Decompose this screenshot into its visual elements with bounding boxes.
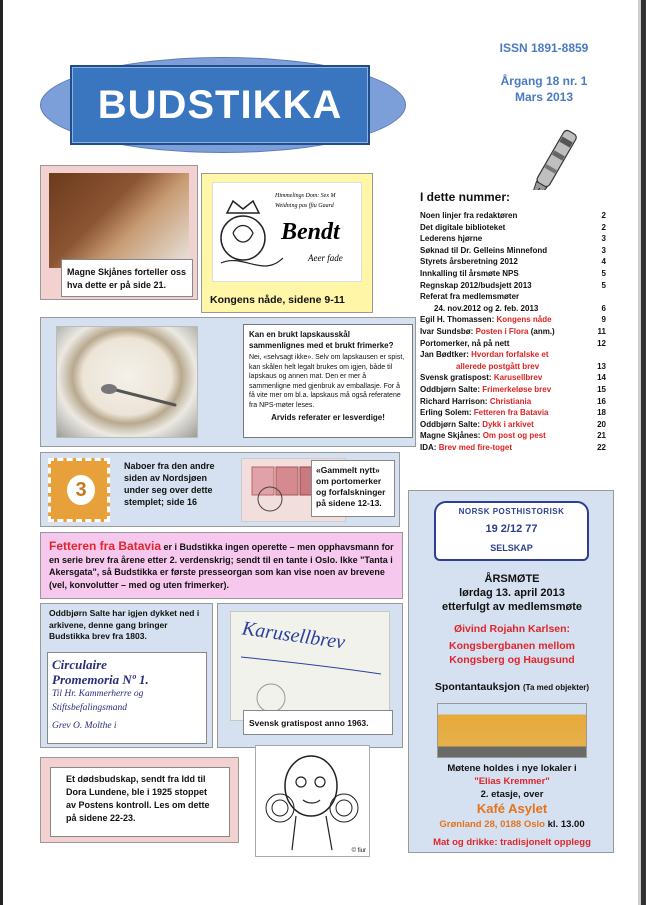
chair-caption: Magne Skjånes forteller oss hva dette er på side 21.: [61, 259, 193, 297]
toc-item-label: [420, 210, 592, 222]
toc-item: [420, 338, 606, 350]
lapskaus-body: Nei, «selvsagt ikke». Selv om lapskausen er spist, kan skålen helt legalt brukes om igjen, både til lapskaus og annen mat. Den er mer å sammenligne med gjenbruk av emballasje. For å få vite mer om bl.a. lapskaus må også referatene fra NPS-møter leses.: [249, 354, 405, 409]
toc-item: [420, 442, 606, 454]
stamp-value: 3: [67, 475, 95, 505]
toc-item-author: Regnskap 2012/budsjett 2013: [420, 280, 532, 290]
toc-item-author: Referat fra medlemsmøter: [420, 292, 520, 302]
toc-list: [420, 210, 606, 453]
toc-item-page: 13: [597, 361, 606, 371]
toc-item-author: Innkalling til årsmøte NPS: [420, 268, 519, 278]
toc-item-title: Posten i Flora: [475, 326, 529, 336]
talk-topic: Kongsbergbanen mellom Kongsberg og Haugsund: [448, 640, 575, 666]
toc-item-title: Frimerkeløse brev: [482, 384, 552, 394]
seal-top-text: NORSK POSTHISTORISK: [458, 507, 565, 516]
toc-item-page: 3: [601, 245, 606, 255]
batavia-text: er i Budstikka ingen operette – men opphavsmann for en serie brev fra årene etter 2. verdenskrig; sendt til en tante i Oslo. Ikke "Tanta i Akersgata", så Budstikka er første presseorgan som kan vise noen av brevene (vel, konvolutter – med og uten frimerker).: [49, 542, 394, 590]
toc-item: [420, 280, 606, 292]
toc-item-author: Ivar Sundsbø:: [420, 326, 474, 336]
royal-document-image: [212, 182, 362, 282]
lapskaus-footer: Arvids referater er lesverdige!: [271, 413, 385, 422]
toc-item-author: Erling Solem:: [420, 408, 472, 418]
cartoon-credit: © fiur: [351, 848, 366, 854]
speaker: Øivind Rojahn Karlsen:: [453, 623, 571, 635]
toc-item-title: Dykk i arkivet: [482, 419, 534, 429]
toc-item-author: Magne Skjånes:: [420, 431, 481, 441]
toc-item-label: [420, 384, 592, 396]
toc-item: [420, 430, 606, 442]
toc-item: [420, 372, 606, 384]
toc-item: [420, 314, 606, 326]
toc-item-title: Karusellbrev: [493, 373, 543, 383]
batavia-box: [40, 532, 403, 599]
toc-item-page: 4: [601, 257, 606, 267]
toc-item: [420, 256, 606, 268]
toc-item-label: [420, 338, 592, 350]
toc-title: I dette nummer:: [420, 190, 511, 204]
address: Grønland 28, 0188 Oslo: [439, 819, 545, 830]
toc-item-page: 5: [601, 268, 606, 278]
society-seal: [434, 501, 589, 561]
posthorn-stamp: [48, 458, 110, 522]
gammelt-nytt-note: «Gammelt nytt» om portomerker og forfalskninger på sidene 12-13.: [311, 460, 395, 517]
circulaire-title-2: Promemoria Nº 1.: [52, 672, 149, 687]
toc-item-author: Svensk gratispost:: [420, 373, 492, 383]
cartoon-box: [255, 745, 370, 857]
circulaire-line-1: Til Hr. Kammerherre og: [52, 689, 144, 699]
arsmote-heading: ÅRSMØTE: [484, 573, 540, 585]
dodsbudskap-box: [40, 757, 239, 843]
toc-item-author: Oddbjørn Salte:: [420, 419, 480, 429]
table-of-contents: [420, 190, 606, 465]
meeting-time: kl. 13.00: [547, 819, 585, 830]
kongens-nade-box: [201, 173, 373, 313]
toc-item-title: Christiania: [489, 396, 532, 406]
toc-item: [420, 326, 606, 338]
toc-item-label: [420, 442, 592, 454]
toc-item-label: [420, 419, 592, 431]
karusellbrev-envelope: [230, 611, 390, 721]
toc-item-label: [420, 222, 592, 234]
toc-item-label: [420, 245, 592, 257]
stamp-text: Naboer fra den andre siden av Nordsjøen under seg over dette stemplet; side 16: [124, 461, 215, 507]
lapskaus-heading: Kan en brukt lapskausskål sammenlignes med et brukt frimerke?: [249, 330, 394, 350]
document-line: Bendt: [281, 219, 340, 245]
toc-item-author: Noen linjer fra redaktøren: [420, 211, 518, 220]
batavia-title: Fetteren fra Batavia: [49, 539, 162, 553]
toc-item: [420, 303, 606, 315]
toc-item-page: 6: [601, 303, 606, 313]
toc-item: [420, 233, 606, 245]
toc-item-label: [420, 361, 592, 373]
toc-item-label: [420, 372, 592, 384]
svensk-gratispost-box: [217, 603, 403, 748]
toc-item: [420, 349, 606, 361]
archive-text: Oddbjørn Salte har igjen dykket ned i arkivene, denne gang bringer Budstikka brev fra 1803.: [49, 608, 200, 641]
toc-item-page: 14: [597, 373, 606, 383]
toc-item-author: Lederens hjørne: [420, 234, 483, 244]
toc-item-title: Om post og pest: [482, 431, 546, 441]
toc-item: [420, 419, 606, 431]
issue-date: Mars 2013: [514, 90, 574, 104]
toc-item-title: Brev med fire-toget: [438, 442, 513, 452]
auction-note: (Ta med objekter): [523, 683, 590, 692]
issue-info: [484, 40, 634, 105]
dodsbudskap-text: Et dødsbudskap, sendt fra Idd til Dora Lundene, ble i 1925 stoppet av Postens kontroll. Les om dette på sidene 22-23.: [50, 767, 230, 837]
cafe-name: Kafé Asylet: [476, 801, 548, 816]
page-edge-left: [0, 0, 3, 905]
toc-item-page: 16: [597, 396, 606, 406]
venue-line-1: Møtene holdes i nye lokaler i: [447, 763, 577, 774]
toc-item-label: [420, 268, 592, 280]
toc-item: [420, 384, 606, 396]
toc-item-author: Jan Bødtker:: [420, 350, 469, 360]
handwriting: Karusellbrev: [240, 617, 347, 654]
toc-item: [420, 407, 606, 419]
seal-date: 19 2/12 77: [485, 523, 538, 535]
toc-item-label: [420, 256, 592, 268]
toc-item-label: [420, 303, 592, 315]
toc-item-author: Oddbjørn Salte:: [420, 384, 480, 394]
lapskaus-box: [40, 317, 416, 447]
toc-item-author: Søknad til Dr. Gelleins Minnefond: [420, 245, 548, 255]
toc-item-author: Det digitale biblioteket: [420, 222, 506, 232]
toc-item-page: 15: [597, 384, 606, 394]
issn: ISSN 1891-8859: [499, 41, 589, 55]
page-edge-right: [641, 0, 646, 905]
seal-bottom-text: SELSKAP: [490, 543, 533, 553]
venue-line-2: "Elias Kremmer": [474, 776, 550, 787]
toc-item-page: 22: [597, 442, 606, 452]
toc-item-label: [420, 326, 592, 338]
toc-item: [420, 396, 606, 408]
toc-item-author: Richard Harrison:: [420, 396, 488, 406]
royal-crown-seal: [213, 183, 363, 283]
address-line: [409, 819, 615, 830]
arsmote-followed: etterfulgt av medlemsmøte: [442, 601, 582, 613]
svensk-caption: Svensk gratispost anno 1963.: [243, 710, 393, 735]
document-line: Himmelings Dom: Sex M: [275, 193, 336, 199]
toc-item-page: 21: [597, 431, 606, 441]
toc-item: [420, 245, 606, 257]
volume: Årgang 18 nr. 1: [500, 74, 588, 88]
document-line: Weidning pas ffiu Gaard: [275, 203, 334, 209]
toc-item: [420, 361, 606, 373]
toc-item-label: [420, 430, 592, 442]
toc-item-page: 11: [597, 326, 606, 336]
toc-item-title: Hvordan forfalske et: [471, 350, 549, 360]
toc-item-title: Fetteren fra Batavia: [473, 408, 549, 418]
lapskaus-text-box: [243, 324, 413, 438]
stamp-box: [40, 452, 400, 527]
toc-item-page: 20: [597, 419, 606, 429]
toc-item-page: [592, 291, 606, 303]
cartoon-face-illustration: [256, 746, 371, 858]
toc-item-author: Egil H. Thomassen:: [420, 315, 495, 325]
toc-item-label: [420, 291, 592, 303]
venue-line-3: 2. etasje, over: [480, 789, 544, 800]
toc-item-author: Portomerker, nå på nett: [420, 338, 510, 348]
toc-item: [420, 210, 606, 222]
auction-line: [409, 681, 615, 693]
masthead-title: BUDSTIKKA: [97, 83, 343, 127]
auction-label: Spontantauksjon: [434, 681, 521, 693]
toc-item-page: [592, 349, 606, 361]
circulaire-signature: Grev O. Molthe i: [52, 721, 117, 731]
toc-item-page: 9: [601, 315, 606, 325]
toc-item-page: 12: [597, 338, 606, 348]
circulaire-title-1: Circulaire: [52, 657, 107, 672]
toc-item-label: [420, 280, 592, 292]
toc-item-label: [420, 407, 592, 419]
venue-photo: [437, 703, 587, 758]
arsmote-box: [408, 490, 614, 853]
circulaire-line-2: Stiftsbefalingsmand: [52, 703, 127, 713]
toc-item: [420, 222, 606, 234]
toc-item-label: [420, 314, 592, 326]
toc-item-label: [420, 349, 592, 361]
circulaire-document: [47, 652, 207, 744]
toc-item: [420, 291, 606, 303]
kongens-nade-caption: Kongens nåde, sidene 9-11: [210, 294, 345, 306]
toc-item-label: [420, 233, 592, 245]
toc-item-label: [420, 396, 592, 408]
toc-item-title: Kongens nåde: [496, 315, 552, 325]
toc-item-page: 3: [601, 234, 606, 244]
toc-item-author: 24. nov.2012 og 2. feb. 2013: [434, 303, 539, 313]
toc-item-page: 5: [601, 280, 606, 290]
toc-item: [420, 268, 606, 280]
toc-item-page: 18: [597, 408, 606, 418]
chair-photo: [49, 173, 189, 268]
toc-item-title: allerede postgått brev: [456, 361, 540, 371]
batavia-paragraph: [49, 540, 396, 591]
document-line: Aeer fade: [308, 253, 343, 263]
toc-item-author: IDA:: [420, 442, 437, 452]
bowl-photo: [56, 326, 198, 438]
toc-item-page: 2: [601, 222, 606, 232]
toc-item-author: Styrets årsberetning 2012: [420, 257, 518, 267]
toc-item-page: 2: [601, 211, 606, 220]
food-info: Mat og drikke: tradisjonelt opplegg: [433, 837, 591, 848]
chair-feature-box: [40, 165, 198, 300]
toc-item-note: (anm.): [530, 326, 555, 336]
arsmote-date: lørdag 13. april 2013: [459, 587, 565, 599]
archive-box: [40, 603, 213, 748]
